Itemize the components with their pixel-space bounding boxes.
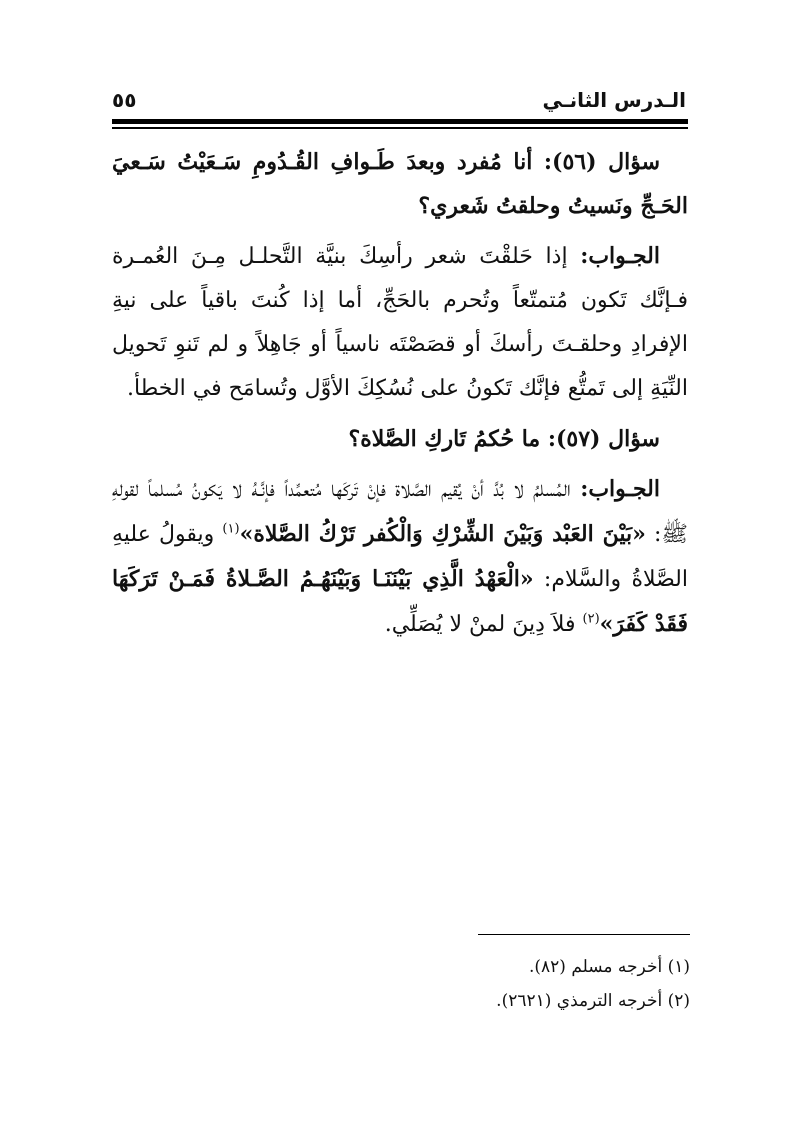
answer-56-lead: الجـواب: — [580, 243, 660, 269]
question-56-lead: سؤال (٥٦): — [543, 149, 661, 175]
header-rule-thin — [112, 127, 688, 129]
page-number: ٥٥ — [112, 88, 137, 112]
answer-57-text-1: المُسلمُ لا بُدَّ أنْ يُقيم الصَّلاة فإنْ تَركَها مُتعمِّداً فإنَّـهُ لا يَكونُ مُسلماً لقولهِ ﷺ: — [112, 477, 689, 547]
page-header — [112, 88, 686, 116]
question-57 — [112, 417, 688, 461]
answer-57-lead: الجـواب: — [580, 476, 660, 502]
question-56-text: أنا مُفرد وبعدَ طَـوافِ القُـدُومِ سَـعَيْتُ سَـعيَ الحَـجِّ ونَسيتُ وحلقتُ شَعري؟ — [112, 149, 688, 219]
footnote-1: (١) أخرجه مسلم (٨٢). — [528, 957, 690, 977]
answer-57-text-3: فلاَ دِينَ لمنْ لا يُصَلِّي. — [384, 612, 583, 637]
chapter-title: الـدرس الثانـي — [542, 88, 686, 112]
page-body — [112, 140, 688, 653]
question-57-text: ما حُكمُ تَاركِ الصَّلاة؟ — [348, 426, 548, 452]
question-56 — [112, 140, 688, 228]
hadith-quote-1: «بَيْنَ العَبْد وَبَيْنَ الشِّرْكِ وَالْكُفر تَرْكُ الصَّلاة» — [239, 521, 646, 547]
footnotes — [114, 950, 690, 1018]
answer-56 — [112, 234, 688, 411]
hadith-quote-2: «الْعَهْدُ الَّذِي بَيْنَنَـا وَبَيْنَهُـمُ الصَّـلاةُ فَمَـنْ تَرَكَهَا فَقَدْ كَفَرَ» — [112, 566, 688, 637]
answer-57-text-2: ويقولُ عليهِ الصَّلاةُ والسَّلام: — [112, 522, 688, 592]
footnote-ref-2: (٢) — [582, 611, 600, 627]
answer-56-text: إذا حَلقْتَ شعر رأسِكَ بنيَّة التَّحلـل مِـنَ العُمـرة فـإنَّك تَكون مُتمتّعاً وتُحرم بالحَجِّ، أما إذا كُنتَ باقياً على نيةِ الإفرادِ وحلقـتَ رأسكَ أو قصَصْتَه ناسياً أو جَاهِلاً و لم تَنوِ تَحويل النِّيَةِ إلى تَمتُّع فإنَّك تَكونُ على نُسُكِكَ الأوَّل وتُسامَح في الخطأ. — [112, 244, 688, 401]
footnote-divider — [478, 934, 690, 935]
question-57-lead: سؤال (٥٧): — [547, 426, 660, 452]
footnote-ref-1: (١) — [222, 521, 240, 537]
header-rule-thick — [112, 119, 688, 124]
footnote-2: (٢) أخرجه الترمذي (٢٦٢١). — [496, 991, 690, 1011]
answer-57 — [112, 467, 688, 647]
